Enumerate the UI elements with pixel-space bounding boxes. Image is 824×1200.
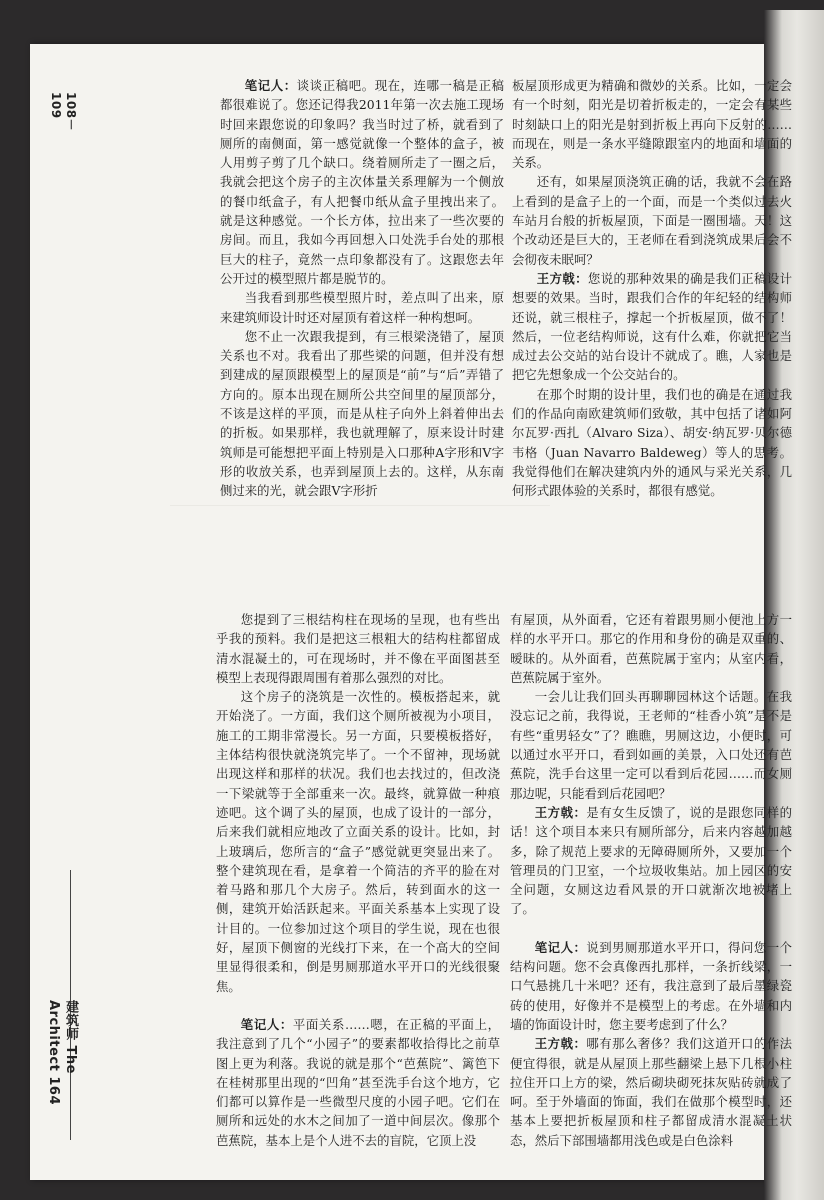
paragraph: [510, 803, 792, 919]
paragraph-text: 说到男厕那道水平开口，得问您一个结构问题。您不会真像西扎那样，一条折线梁，一口气悬挑几十米吧？还有，我注意到了最后墨绿瓷砖的使用，好像并不是模型上的考虑。在外墙和内墙的饰面设计时，您主要考虑到了什么？: [510, 939, 793, 1032]
paragraph-text: 一会儿让我们回头再聊聊园林这个话题。在我没忘记之前，我得说，王老师的“桂香小筑”是不是有些“重男轻女”了？瞧瞧，男厕这边，小便时，可以通过水平开口，看到如画的美景，入口处还有芭蕉院，洗手台这里一定可以看到后花园……而女厕那边呢，只能看到后花园吧？: [510, 689, 792, 801]
paragraph: [220, 327, 504, 501]
paragraph: [510, 610, 792, 687]
speaker-label: 王方戟：: [534, 804, 587, 820]
paragraph: [512, 76, 792, 172]
paragraph-gap: [510, 919, 792, 938]
speaker-label: 王方戟：: [534, 1036, 587, 1052]
paragraph: [512, 385, 792, 501]
page-numbers: 108－109: [49, 92, 78, 132]
paragraph-text: 谈谈正稿吧。现在，连哪一稿是正稿都很难说了。您还记得我2011年第一次去施工现场时回来跟您说的印象吗？我当时过了桥，就看到了厕所的南侧面，第一感觉就像一个整体的盒子，被人用剪子剪了几个缺口。绕着厕所走了一圈之后，我就会把这个房子的主次体量关系理解为一个侧放的餐巾纸盒子，有人把餐巾纸从盒子里拽出来了。就是这种感觉。一个长方体，拉出来了一些次要的房间。而且，我如今再回想入口处洗手台处的那根巨大的柱子，竟然一点印象都没有了。这跟您去年公开过的模型照片都是脱节的。: [220, 78, 505, 286]
paragraph-text: 您不止一次跟我提到，有三根梁浇错了，屋顶关系也不对。我看出了那些梁的问题，但并没有想到建成的屋顶跟模型上的屋顶是“前”与“后”弄错了方向的。原本出现在厕所公共空间里的屋顶部分，不该是这样的平顶，而是从柱子向外上斜着伸出去的折板。如果那样，我也就理解了，原来设计时建筑师是可能想把平面上特别是入口那种A字形和V字形的收放关系，也弄到屋顶上去的。这样，从东南侧过来的光，就会跟V字形折: [220, 328, 504, 499]
image-ghost: [170, 505, 550, 566]
paragraph: [512, 269, 792, 385]
text-column-bottom-left: [216, 610, 500, 1150]
text-column-top-right: [512, 76, 792, 501]
speaker-label: 笔记人：: [240, 1016, 293, 1032]
paragraph-text: 您说的那种效果的确是我们正稿设计想要的效果。当时，跟我们合作的年纪轻的结构师还说，就三根柱子，撑起一个折板屋顶，做不了！然后，一位老结构师说，这有什么难，你就把它当成过去公交站的站台设计不就成了。瞧，人家也是把它先想象成一个公交站台的。: [512, 270, 793, 383]
paragraph: [216, 687, 500, 996]
paragraph: [216, 1015, 500, 1150]
speaker-label: 王方戟：: [536, 270, 588, 286]
paragraph-text: 在那个时期的设计里，我们也的确是在通过我们的作品向南欧建筑师们致敬，其中包括了诸如阿尔瓦罗·西扎（Alvaro Siza）、胡安·纳瓦罗·贝尔德韦格（Juan Navarro Baldeweg）等人的思考。我觉得他们在解决建筑内外的通风与采光关系，几何形式跟体验的关系时，都很有感觉。: [512, 386, 792, 499]
paragraph-gap: [216, 996, 500, 1015]
text-column-bottom-right: [510, 610, 792, 1150]
paragraph-text: 这个房子的浇筑是一次性的。模板搭起来，就开始浇了。一方面，我们这个厕所被视为小项目，施工的工期非常漫长。另一方面，只要模板搭好，主体结构很快就浇筑完毕了。一个不留神，现场就出现这样和那样的状况。我们也去找过的，但改浇一下梁就等于全部重来一次。最终，就算做一种痕迹吧。这个调了头的屋顶，也成了设计的一部分，后来我们就相应地改了立面关系的设计。比如，封上玻璃后，您所言的“盒子”感觉就更突显出来了。整个建筑现在看，是拿着一个简洁的齐平的脸在对着马路和那几个大房子。然后，转到面水的这一侧，建筑开始活跃起来。平面关系基本上实现了设计目的。一位参加过这个项目的学生说，现在也很好，屋顶下侧窗的光线打下来，在一个高大的空间里显得很柔和，倒是男厕那道水平开口的光线很聚焦。: [216, 689, 500, 994]
paragraph: [510, 687, 792, 803]
paragraph-text: 板屋顶形成更为精确和微妙的关系。比如，一定会有一个时刻，阳光是切着折板走的，一定会有某些时刻缺口上的阳光是射到折板上再向下反射的……而现在，则是一条水平缝隙跟室内的地面和墙面的关系。: [512, 78, 792, 171]
paragraph-text: 当我看到那些模型照片时，差点叫了出来，原来建筑师设计时还对屋顶有着这样一种构想呵。: [220, 290, 504, 325]
speaker-label: 笔记人：: [244, 78, 297, 93]
paragraph-text: 哪有那么奢侈？我们这道开口的作法便宜得很，就是从屋顶上那些翻梁上悬下几根小柱拉住开口上方的梁，然后砌块砌死抹灰贴砖就成了呵。至于外墙面的饰面，我们在做那个模型时，还基本上要把折板屋顶和柱子都留成清水混凝土状态，然后下部围墙都用浅色或是白色涂料: [510, 1036, 793, 1148]
paragraph: [216, 610, 500, 687]
text-column-top-left: [220, 76, 504, 501]
paragraph-text: 还有，如果屋顶浇筑正确的话，我就不会在路上看到的是盒子上的一个面，而是一个类似过去火车站月台般的折板屋顶，下面是一圈围墙。天！这个改动还是巨大的，王老师在看到浇筑成果后会不会彻夜未眠呵？: [512, 174, 792, 267]
paragraph: [220, 288, 504, 327]
magazine-title: 建筑师 The Architect 164: [46, 1000, 78, 1106]
paragraph: [510, 1034, 792, 1150]
paragraph: [510, 938, 792, 1034]
speaker-label: 笔记人：: [534, 939, 587, 955]
paragraph-text: 是有女生反馈了，说的是跟您同样的话！这个项目本来只有厕所部分，后来内容越加越多，除了规范上要求的无障碍厕所外，又要加一个管理员的门卫室，一个垃圾收集站。加上园区的安全问题，女厕这边看风景的开口就渐次地被堵上了。: [510, 804, 793, 917]
paragraph: [512, 172, 792, 268]
paragraph-text: 有屋顶，从外面看，它还有着跟男厕小便池上方一样的水平开口。那它的作用和身份的确是双重的、暧昧的。从外面看，芭蕉院属于室内；从室内看，芭蕉院属于室外。: [510, 612, 792, 685]
paragraph-text: 您提到了三根结构柱在现场的呈现，也有些出乎我的预料。我们是把这三根粗大的结构柱都留成清水混凝土的，可在现场时，并不像在平面图甚至模型上表现得跟周围有着那么强烈的对比。: [216, 612, 500, 685]
paragraph-text: 平面关系……嗯，在正稿的平面上，我注意到了几个“小园子”的要素都收拾得比之前草图上更为利落。我说的就是那个“芭蕉院”、篱笆下在桂树那里出现的“凹角”甚至洗手台这个地方，它们都可以算作是一些微型尺度的小园子吧。它们在厕所和远处的水木之间加了一道中间层次。像那个芭蕉院，基本上是个人进不去的盲院，它顶上没: [216, 1016, 500, 1148]
paragraph: [220, 76, 504, 288]
